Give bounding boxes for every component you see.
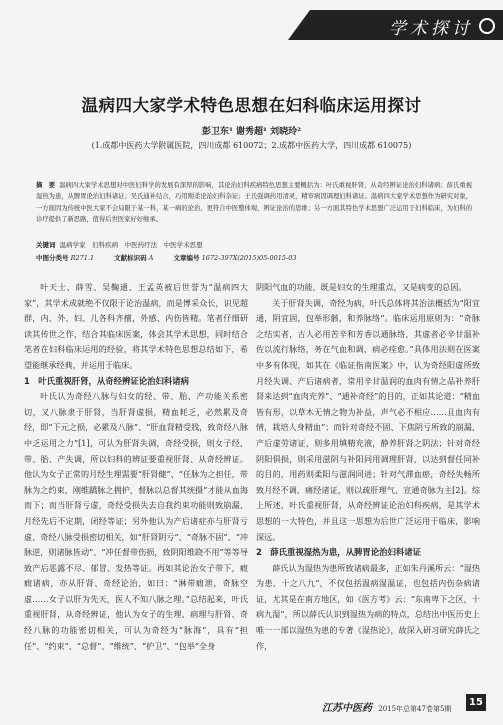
intro-paragraph: 叶天士、薛雪、吴鞠通、王孟英被后世誉为“温病四大家”，其学术成就绝不仅限于论治温病，而是博采众长，识见超群，内、外、妇、儿各科齐擅，外感、内伤皆精。笔者仔细研读其传世之作，结合其临床医案，体会其学术思想，同时结合笔者在妇科临床运用的经验，将其学术特色思想总结如下，希望能继承经典，并运用于临床。 bbox=[24, 282, 248, 370]
right-column bbox=[256, 280, 480, 654]
article-number-label: 文章编号 bbox=[173, 254, 200, 262]
doc-code-value: A bbox=[148, 254, 154, 262]
article-title: 温病四大家学术特色思想在妇科临床运用探讨 bbox=[81, 96, 422, 115]
keywords-text: 温病学家 妇科疾病 中医药疗法 中医学术思想 bbox=[59, 241, 203, 249]
journal-name: 江苏中医药 bbox=[322, 703, 372, 714]
clc-value: R271.1 bbox=[70, 254, 95, 262]
abstract-text: 温病四大家学术思想对中医妇科学的发展有深厚的影响，其论治妇科疾病特色思想主要概括为：叶氏重视肝肾，从奇经辨证论治妇科诸病；薛氏重视湿热为患，从脾胃论治妇科诸证；吴氏通补结合，巧用刚柔论治妇科杂证；王氏强调药用清灵，精审病因调理妇科诸证。温病四大家学术思想作为研究对象，一方面因为传统中医大家不会局限于某一科，某一病的论治，更符合中医整体观，辨证论治的思维；另一方面其特色学术思想广泛运用于妇科临床，为妇科的诊疗提供了新思路，值得后世医家好好继承。 bbox=[36, 182, 473, 224]
continued-paragraph: 阴阳气血的功能，既是妇女的生理重点，又是病变的总因。 bbox=[256, 282, 467, 292]
author-line: 彭卫东¹ 谢秀超¹ 刘晓玲² bbox=[201, 127, 302, 137]
keywords-label: 关键词 bbox=[36, 241, 56, 249]
keywords bbox=[36, 240, 203, 249]
page-footer bbox=[322, 699, 451, 714]
left-column bbox=[24, 280, 248, 654]
body-paragraph: 薛氏认为湿热为患所致诸病最多，正如朱丹溪所云：“湿热为患，十之八九”，不仅包括温病湿温证，也包括内伤杂病诸证，尤其是在南方地区，如《医方考》云：“东南卑下之区，十病九湿”，所以薛氏认识到湿热为病的特点，总结出中医历史上唯一一部以湿热为患的专著《湿热论》，故深入研习研究薛氏之作， bbox=[256, 562, 480, 651]
issue-info: 2015年总第47卷第5期 bbox=[378, 705, 452, 713]
section-heading-2: 2 薛氏重视湿热为患，从脾胃论治妇科诸证 bbox=[256, 547, 421, 558]
classification-line bbox=[36, 253, 314, 262]
section-heading-1: 1 叶氏重视肝肾，从奇经辨证论治妇科诸病 bbox=[24, 375, 189, 386]
clc-label: 中图分类号 bbox=[36, 254, 69, 262]
abstract bbox=[36, 180, 472, 226]
section-label: 学术探讨 bbox=[389, 19, 473, 39]
abstract-label: 摘 要 bbox=[36, 182, 56, 189]
ornament-icon bbox=[479, 18, 495, 34]
body-paragraph: 叶氏认为奇经八脉与妇女的经、带、胎、产功能关系密切，又八脉隶于肝肾，当肝肾虚损，精血耗乏，必然累及奇经，即“下元之损，必累及八脉”、“肝血肾精受戕，致奇经八脉中乏运用之力”[1]，可认为肝肾失调，奇经受损，则女子经、带、胎、产失调，所以妇科的辨证要重视肝肾、从奇经辨证。他认为女子正常的月经生理需要“肝肾健”、“任脉为之担任，带脉为之约束，刚维蹻脉之拥护，督脉以总督其统摄”才能从血海而下；而当肝肾亏虚，奇经受损失去自我约束功能则致崩漏、月经先后不定期，闭经等证；另外他认为产后诸症亦与肝肾亏虚、奇经八脉受损密切相关，如“肝肾阴亏”、“奇脉不固”、“冲脉逆，则诸脉皆动”、“冲任督带伤损，致阴阳维跷不用”等等导致产后恶露不尽、郁冒、发热等证。再如其论治女子带下，瘕瘕诸病，亦从肝肾、奇经论治，如曰：“淋带瘕泄，奇脉空虚……女子以肝为先天，医人不知八脉之理。”总结起来，叶氏重视肝肾，从奇经辨证，他认为女子的生理、病理与肝肾、奇经八脉的功能密切相关，可认为奇经为“脉海”，具有“担任”、“约束”、“总督”、“维统”、“护卫”、“包举”全身 bbox=[24, 391, 248, 651]
section-banner bbox=[310, 10, 503, 40]
affiliation-line: (1.成都中医药大学附属医院，四川成都 610072；2.成都中医药大学，四川成都 610075) bbox=[91, 141, 412, 150]
body-paragraph: 关于肝肾失调，奇经为病，叶氏总体将其治法概括为“阳宜通，阴宜固，包举形骸，和养脉络”。临床运用原则为：“奇脉之结实者，古人必用苦辛和芳香以通脉络，其虚者必辛甘温补佐以流行脉络，务在气血和调，病必痊愈。”具体用法则在医案中多有体现，如其在《临证指南医案》中，认为奇经阳虚所致月经失调、产后诸病者，常用辛甘温润的血肉有情之品补养肝肾来达到“血肉充养”、“通补奇经”的目的，正如其论道：“精血皆有形，以草木无情之物为补益，声气必不相应……且血肉有情，栽培人身精血”；而针对奇经不固、下焦阴亏所致的崩漏、产后虚劳诸证，则多用填精充液，静养肝肾之阴法；针对奇经阴阳俱损，则采用滋阴与补阳同用调理肝肾，以达到督任同补的目的，用药则柔阳与滋润同进；针对气滞血瘀，奇经失畅所致月经不调，痛经诸证，则以疏肝理气、宣通奇脉为主[2]。综上所述，叶氏重视肝肾，从奇经辨证论治妇科疾病，是其学术思想的一大特色，并且这一思想为后世广泛运用于临床，影响深远。 bbox=[256, 297, 480, 542]
page-number: 15 bbox=[466, 694, 486, 711]
doc-code-label: 文献标识码 bbox=[114, 254, 147, 262]
article-number-value: 1672-397X(2015)05-0015-03 bbox=[201, 254, 297, 262]
